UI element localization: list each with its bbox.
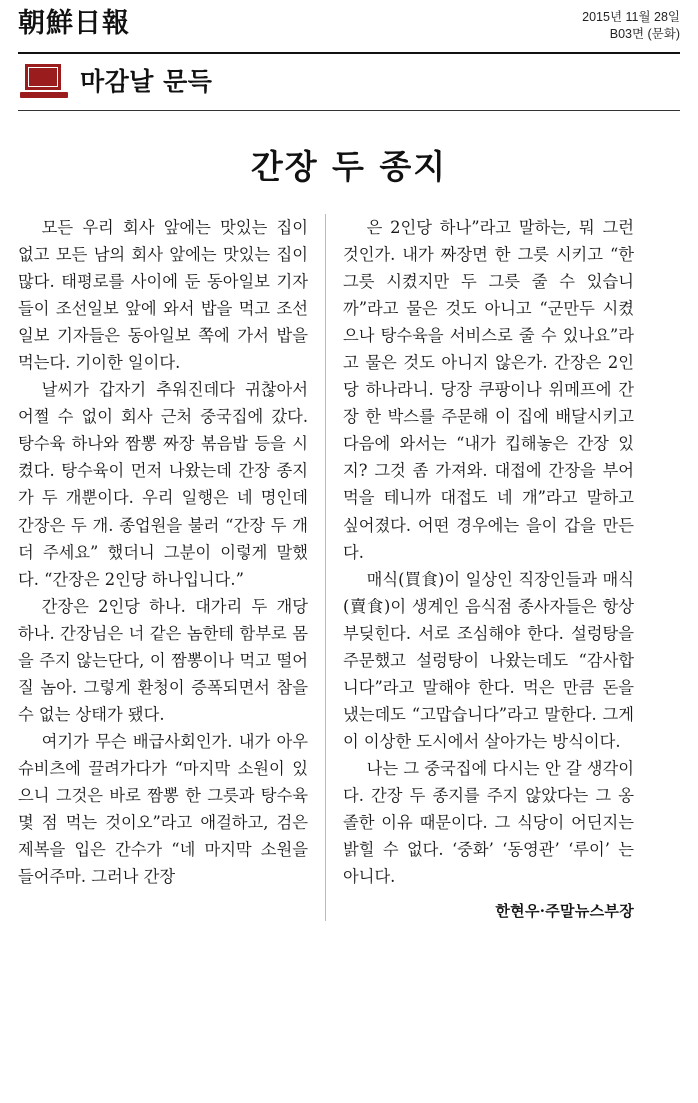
- right-column: [326, 214, 634, 921]
- paper-name: 朝鮮日報: [18, 8, 130, 39]
- section-title: 마감날 문득: [80, 66, 213, 96]
- paragraph: 매식(買食)이 일상인 직장인들과 매식(賣食)이 생계인 음식점 종사자들은 항상 부딪힌다. 서로 조심해야 한다. 설렁탕을 주문했고 설렁탕이 나왔는데도 “감사합니다”라고 말해야 한다. 먹은 만큼 돈을 냈는데도 “고맙습니다”라고 말한다. 그게 이 이상한 도시에서 살아가는 방식이다.: [343, 569, 634, 751]
- article-body: [18, 214, 680, 921]
- left-column: [18, 214, 326, 921]
- paragraph: 나는 그 중국집에 다시는 안 갈 생각이다. 간장 두 종지를 주지 않았다는 그 옹졸한 이유 때문이다. 그 식당이 어딘지는 밝힐 수 없다. ‘중화’ ‘동영관’ ‘루이’ 는 아니다.: [343, 758, 634, 887]
- masthead-meta: [582, 8, 680, 43]
- publication-date: 2015년 11월 28일: [582, 10, 680, 24]
- paragraph: 은 2인당 하나”라고 말하는, 뭐 그런 것인가. 내가 짜장면 한 그릇 시키고 “한 그릇 시켰지만 두 그릇 줄 수 있습니까”라고 물은 것도 아니고 “군만두 시켰으나 탕수육을 서비스로 줄 수 있나요”라고 물은 것도 아니지 않은가. 간장은 2인당 하나라니. 당장 쿠팡이나 위메프에 간장 한 박스를 주문해 이 집에 배달시키고 다음에 와서는 “내가 킵해놓은 간장 있지? 그것 좀 가져와. 대접에 간장을 부어 먹을 테니까 대접도 네 개”라고 말하고 싶어졌다. 어떤 경우에는 을이 갑을 만든다.: [343, 218, 634, 562]
- article-byline: 한현우·주말뉴스부장: [495, 902, 634, 921]
- page-info: B03면 (문화): [609, 26, 680, 41]
- section-header: [18, 54, 680, 110]
- paragraph: 여기가 무슨 배급사회인가. 내가 아우슈비츠에 끌려가다가 “마지막 소원이 있으니 그것은 바로 짬뽕 한 그릇과 탕수육 몇 점 먹는 것이오”라고 애걸하고, 검은 제복을 입은 간수가 “네 마지막 소원을 들어주마. 그러나 간장: [18, 731, 308, 887]
- paragraph: 날씨가 갑자기 추워진데다 귀찮아서 어쩔 수 없이 회사 근처 중국집에 갔다. 탕수육 하나와 짬뽕 짜장 볶음밥 등을 시켰다. 탕수육이 먼저 나왔는데 간장 종지가 두 개뿐이다. 우리 일행은 네 명인데 간장은 두 개. 종업원을 불러 “간장 두 개 더 주세요” 했더니 그분이 이렇게 말했다. “간장은 2인당 하나입니다.”: [18, 380, 308, 589]
- paragraph: 모든 우리 회사 앞에는 맛있는 집이 없고 모든 남의 회사 앞에는 맛있는 집이 많다. 태평로를 사이에 둔 동아일보 기자들이 조선일보 앞에 와서 밥을 먹고 조선일보 기자들은 동아일보 쪽에 가서 밥을 먹는다. 기이한 일이다.: [18, 218, 308, 373]
- masthead: [18, 8, 680, 48]
- paragraph: 간장은 2인당 하나. 대가리 두 개당 하나. 간장님은 너 같은 놈한테 함부로 몸을 주지 않는단다, 이 짬뽕이나 먹고 떨어질 놈아. 그렇게 환청이 증폭되면서 참을 수 없는 상태가 됐다.: [18, 596, 308, 724]
- laptop-icon: [20, 62, 68, 100]
- article-headline: 간장 두 종지: [250, 147, 448, 186]
